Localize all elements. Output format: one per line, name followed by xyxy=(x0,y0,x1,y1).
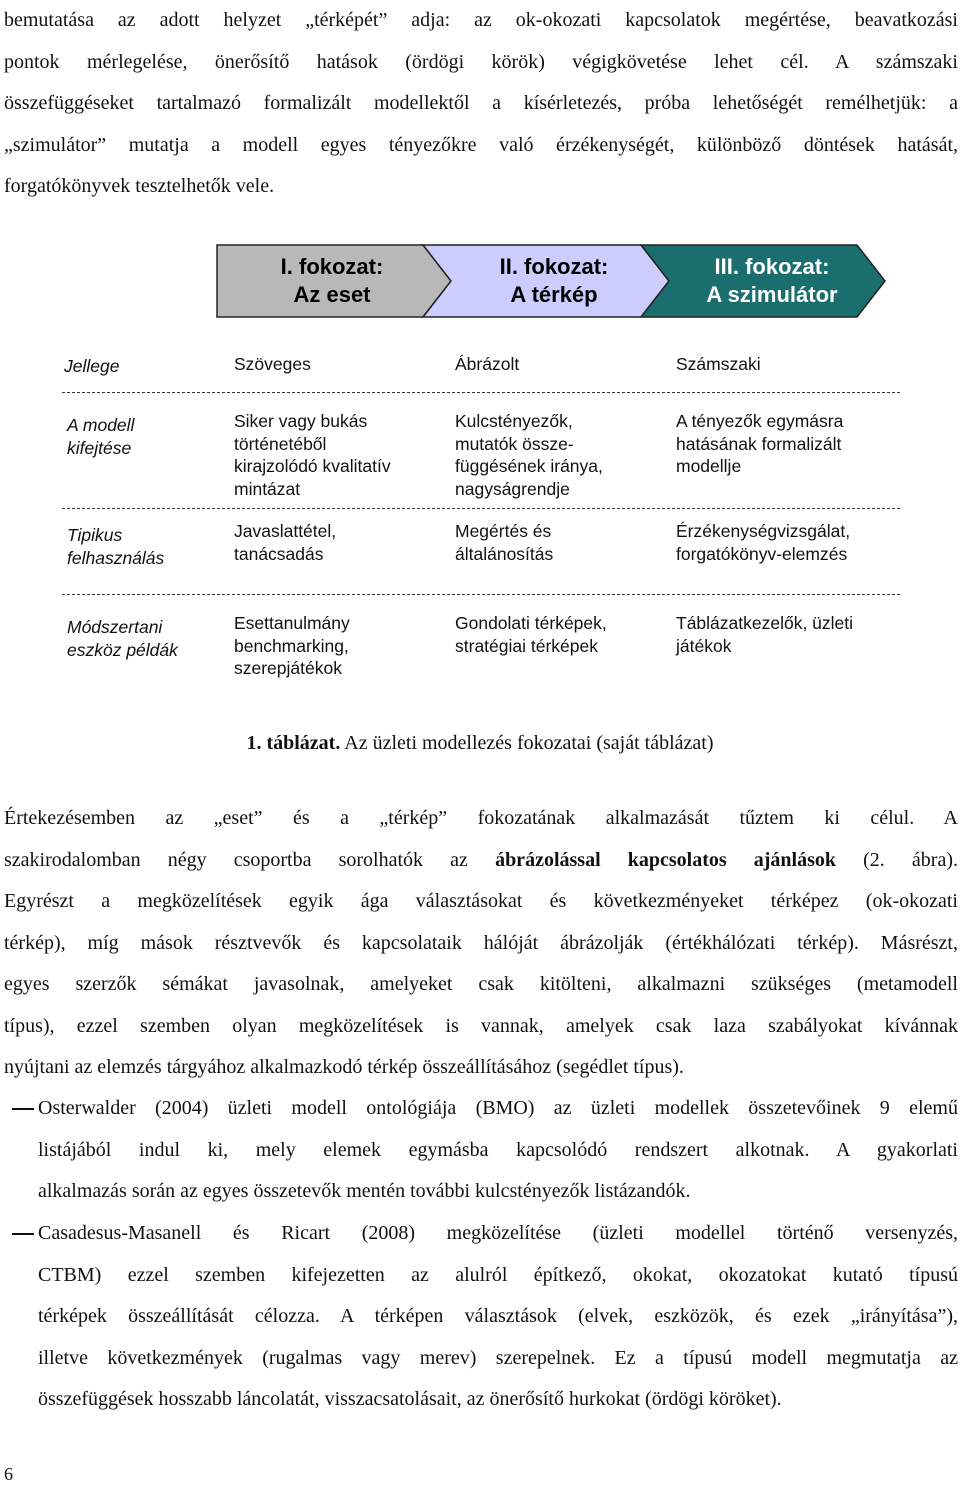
cell-line: A tényezők egymásra xyxy=(676,411,844,431)
table-cell xyxy=(676,410,843,478)
stage-1-subtitle: Az eset xyxy=(293,282,371,307)
stage-2-title: II. fokozat: xyxy=(499,254,609,279)
cell-line: modellje xyxy=(676,456,742,476)
body-text: típus), ezzel szemben olyan megközelítések is vannak, amelyek csak laza szabályokat kívánnak xyxy=(4,1014,958,1037)
table-divider xyxy=(62,594,900,595)
cell-line: kirajzolódó kvalitatív xyxy=(234,456,391,476)
intro-line: pontok mérlegelése, önerősítő hatások (ördögi körök) végigkövetése lehet cél. A számszaki xyxy=(4,50,958,73)
bullet-line: illetve következmények (rugalmas vagy merev) szerepelnek. Ez a típusú modell megmutatja az xyxy=(38,1346,958,1369)
cell-line: Érzékenységvizsgálat, xyxy=(676,521,851,541)
body-paragraph xyxy=(4,798,958,1089)
row-label-line: Tipikus xyxy=(67,525,123,545)
cell-line: mintázat xyxy=(234,478,301,499)
body-bold-text: ábrázolással kapcsolatos ajánlások xyxy=(495,848,837,871)
table-row-label xyxy=(67,616,178,661)
table-caption xyxy=(0,732,960,755)
header-abrazolt: Ábrázolt xyxy=(455,354,520,374)
row-label-line: felhasználás xyxy=(67,547,165,568)
body-text: egyes szerzők sémákat javasolnak, amelyeket csak kitölteni, alkalmazni szükséges (metamodell xyxy=(4,973,958,995)
caption-text: Az üzleti modellezés fokozatai (saját táblázat) xyxy=(340,732,714,754)
table-cell xyxy=(234,520,336,565)
stage-arrows xyxy=(216,244,886,318)
body-line xyxy=(4,1047,958,1089)
table-header-col3 xyxy=(676,353,761,376)
table-cell xyxy=(455,410,603,500)
cell-line: nagyságrendje xyxy=(455,478,570,499)
cell-line: Javaslattétel, xyxy=(234,521,337,541)
cell-line: Siker vagy bukás xyxy=(234,411,368,431)
table-cell xyxy=(676,612,853,657)
cell-line: forgatókönyv-elemzés xyxy=(676,543,848,564)
cell-line: Táblázatkezelők, üzleti xyxy=(676,613,854,633)
body-text: nyújtani az elemzés tárgyához alkalmazkodó térkép összeállításához (segédlet típus). xyxy=(4,1056,684,1078)
bullet-text xyxy=(38,1088,958,1213)
bullet-line: listájából indul ki, mely elemek egymásba kapcsolódó rendszert alkotnak. A gyakorlati xyxy=(38,1138,958,1161)
cell-line: hatásának formalizált xyxy=(676,433,842,454)
table-divider xyxy=(62,392,900,393)
body-line xyxy=(4,840,958,882)
cell-line: történetéből xyxy=(234,433,327,454)
page-number: 6 xyxy=(4,1464,13,1484)
body-line xyxy=(4,1006,958,1048)
cell-line: mutatók össze- xyxy=(455,433,574,454)
intro-line: „szimulátor” mutatja a modell egyes tényezőkre való érzékenységét, különböző döntések hatását, xyxy=(4,133,958,156)
cell-line: tanácsadás xyxy=(234,543,324,564)
row-label-line: eszköz példák xyxy=(67,639,178,660)
body-text: szakirodalomban négy csoportba sorolhatók az xyxy=(4,848,496,871)
body-text: (2. ábra). xyxy=(836,848,958,871)
header-szamszaki: Számszaki xyxy=(676,354,761,374)
caption-number: 1. táblázat. xyxy=(246,732,341,754)
bullet-dash-icon xyxy=(12,1108,34,1110)
bullet-line: Casadesus-Masanell és Ricart (2008) megközelítése (üzleti modellel történő versenyzés, xyxy=(38,1222,958,1244)
cell-line: benchmarking, xyxy=(234,635,349,656)
stage-2-subtitle: A térkép xyxy=(510,282,598,307)
table-cell xyxy=(455,612,607,657)
intro-paragraph xyxy=(4,0,958,208)
table-cell xyxy=(234,410,391,500)
bullet-line: CTBM) ezzel szemben kifejezetten az alulról építkező, okokat, okozatokat kutató típusú xyxy=(38,1263,958,1286)
table-cell xyxy=(676,520,850,565)
body-line xyxy=(4,923,958,965)
table-cell xyxy=(234,612,350,680)
stage-3-label xyxy=(656,244,888,318)
row-label-line: A modell xyxy=(67,415,135,435)
cell-line: függésének iránya, xyxy=(455,456,603,476)
table-row-label xyxy=(67,524,164,569)
cell-line: Megértés és xyxy=(455,521,552,541)
stage-1-label xyxy=(216,244,448,318)
body-line xyxy=(4,964,958,1006)
stage-3-subtitle: A szimulátor xyxy=(706,282,838,307)
stage-1-title: I. fokozat: xyxy=(280,254,384,279)
cell-line: általánosítás xyxy=(455,543,554,564)
intro-line: összefüggéseket tartalmazó formalizált modellektől a kísérletezés, próba lehetőségét remélhetjük: a xyxy=(4,92,958,114)
table-cell xyxy=(455,520,553,565)
body-line xyxy=(4,881,958,923)
stage-2-label xyxy=(438,244,670,318)
body-line xyxy=(4,798,958,840)
bullet-line: alkalmazás során az egyes összetevők mentén további kulcstényezők listázandók. xyxy=(38,1180,691,1202)
intro-line: forgatókönyvek tesztelhetők vele. xyxy=(4,175,275,197)
body-text: térkép), míg mások résztvevők és kapcsolataik hálóját ábrázolják (értékhálózati térkép). Másrészt, xyxy=(4,931,958,954)
cell-line: Gondolati térképek, xyxy=(455,613,607,633)
row-label-line: Módszertani xyxy=(67,617,163,637)
header-jellege: Jellege xyxy=(64,356,120,376)
bullet-line: összefüggések hosszabb láncolatát, visszacsatolásait, az önerősítő hurkokat (ördögi köröket). xyxy=(38,1388,782,1410)
bullet-line: Osterwalder (2004) üzleti modell ontológiája (BMO) az üzleti modellek összetevőinek 9 elemű xyxy=(38,1097,958,1119)
body-text: Egyrészt a megközelítések egyik ága választásokat és következményeket térképez (ok-okozati xyxy=(4,890,958,912)
bullet-text xyxy=(38,1213,958,1421)
cell-line: játékok xyxy=(676,635,732,656)
table-header-col2 xyxy=(455,353,519,376)
cell-line: szerepjátékok xyxy=(234,658,342,678)
stage-3-title: III. fokozat: xyxy=(714,254,830,279)
table-divider xyxy=(62,508,900,509)
table-header-col1 xyxy=(234,353,311,376)
intro-line: bemutatása az adott helyzet „térképét” adja: az ok-okozati kapcsolatok megértése, beavatkozási xyxy=(4,9,958,31)
cell-line: Esettanulmány xyxy=(234,613,350,633)
header-szoveges: Szöveges xyxy=(234,354,311,374)
bullet-line: térképek összeállítását célozza. A térképen választások (elvek, eszközök, és ezek „irányítása”), xyxy=(38,1305,958,1327)
body-text: Értekezésemben az „eset” és a „térkép” fokozatának alkalmazását tűztem ki célul. A xyxy=(4,807,958,829)
table-row-label xyxy=(67,414,134,459)
row-label-line: kifejtése xyxy=(67,437,132,458)
table-header-label xyxy=(64,355,119,378)
cell-line: stratégiai térképek xyxy=(455,635,598,656)
cell-line: Kulcstényezők, xyxy=(455,411,573,431)
bullet-dash-icon xyxy=(12,1233,34,1235)
